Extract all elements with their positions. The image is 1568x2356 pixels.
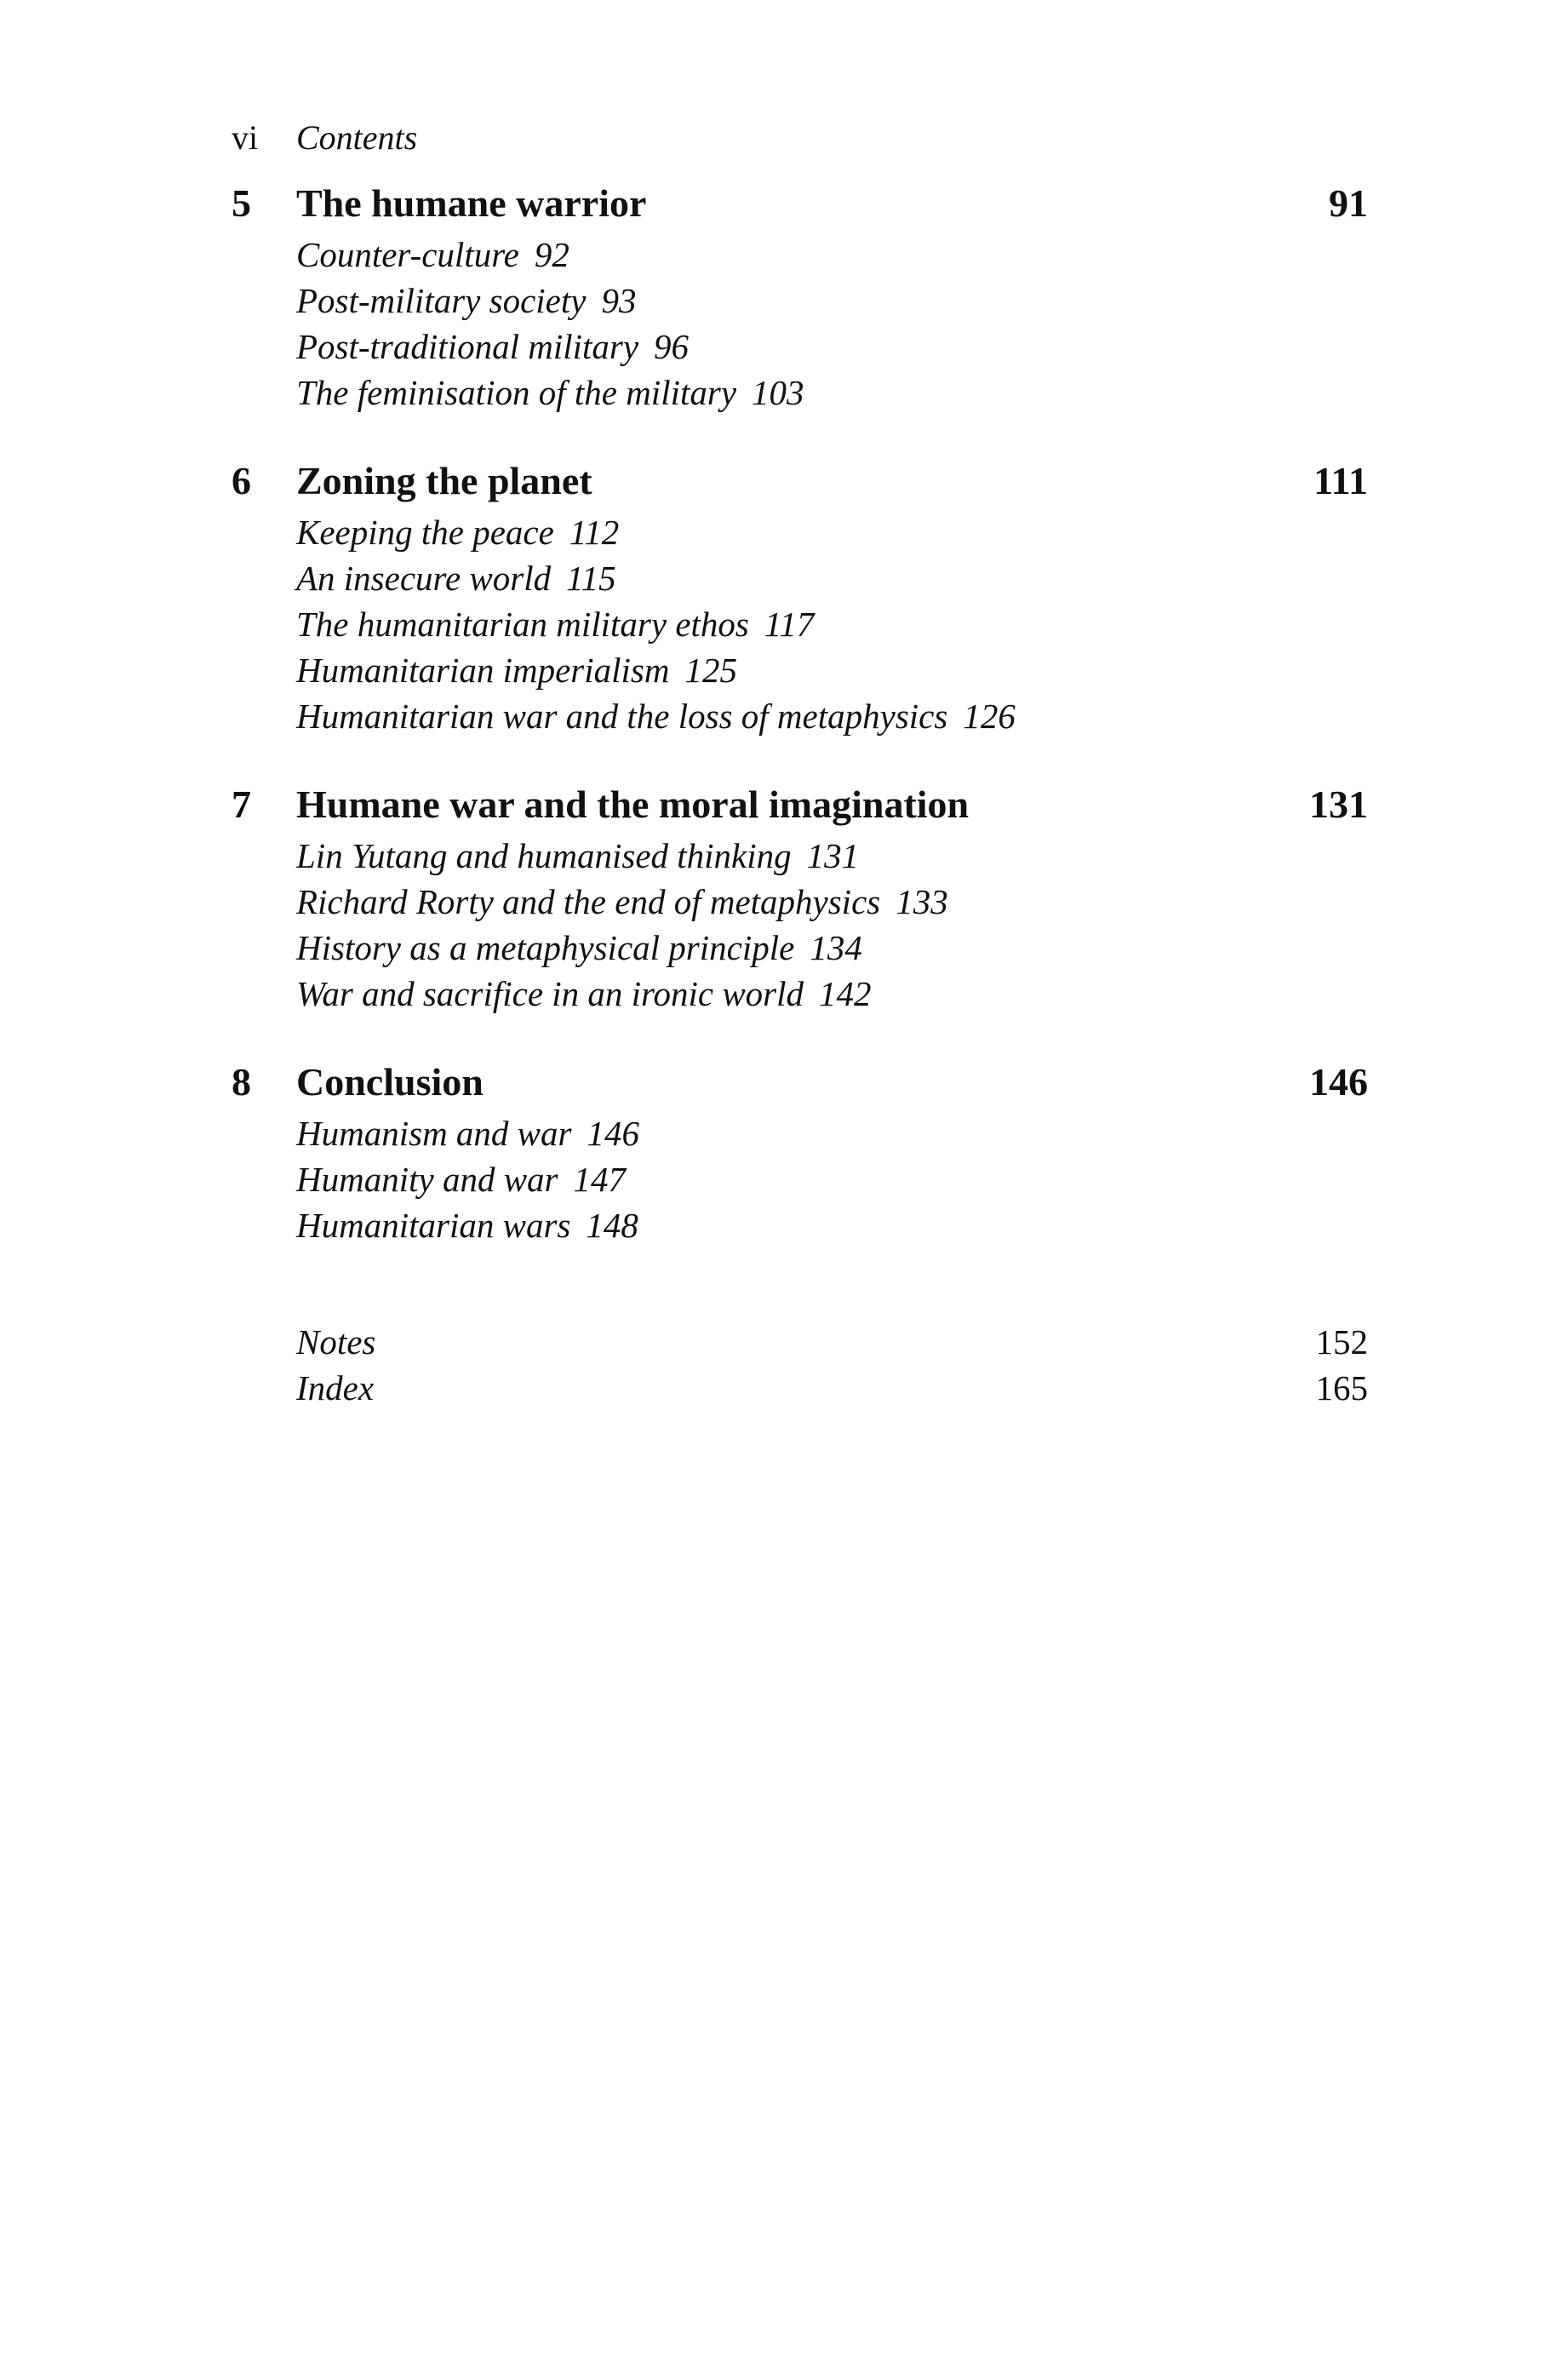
section-page-number: 142 — [819, 974, 872, 1013]
section-page-number: 117 — [764, 605, 815, 644]
section-page-number: 125 — [684, 651, 737, 690]
section-entry — [296, 647, 1368, 693]
section-title: Richard Rorty and the end of metaphysics — [296, 882, 881, 921]
section-title: The feminisation of the military — [296, 373, 737, 412]
chapter-7 — [232, 782, 1368, 1017]
chapter-page-number: 91 — [1329, 181, 1368, 225]
section-page-number: 115 — [566, 559, 616, 598]
running-head — [232, 118, 417, 165]
section-page-number: 96 — [654, 327, 690, 366]
section-entry — [296, 370, 1368, 416]
section-title: War and sacrifice in an ironic world — [296, 974, 804, 1013]
section-entry — [296, 693, 1368, 739]
back-matter-label: Notes — [296, 1322, 376, 1361]
section-list — [232, 1110, 1368, 1248]
section-entry — [296, 925, 1368, 971]
section-entry — [296, 555, 1368, 601]
chapter-title: Humane war and the moral imagination — [296, 782, 970, 826]
section-entry — [296, 1202, 1368, 1248]
chapter-8 — [232, 1059, 1368, 1248]
back-matter-entry-notes — [296, 1321, 1368, 1367]
section-list — [232, 833, 1368, 1017]
section-list — [232, 509, 1368, 739]
chapter-number: 6 — [232, 459, 251, 502]
section-title: History as a metaphysical principle — [296, 928, 795, 967]
back-matter-page-number: 165 — [1315, 1368, 1368, 1407]
section-page-number: 147 — [573, 1160, 626, 1199]
section-entry — [296, 278, 1368, 324]
section-page-number: 134 — [810, 928, 862, 967]
section-list — [232, 232, 1368, 416]
section-entry — [296, 509, 1368, 555]
section-entry — [296, 1156, 1368, 1202]
section-title: Counter-culture — [296, 235, 519, 274]
chapter-heading — [232, 782, 1368, 833]
section-title: Keeping the peace — [296, 513, 554, 552]
chapter-number: 8 — [232, 1060, 251, 1103]
back-matter-page-number: 152 — [1315, 1322, 1368, 1361]
chapter-page-number: 131 — [1309, 782, 1368, 826]
chapter-number: 7 — [232, 782, 251, 826]
section-entry — [296, 833, 1368, 879]
table-of-contents — [232, 181, 1368, 1413]
chapter-title: Conclusion — [296, 1060, 484, 1103]
section-page-number: 103 — [752, 373, 804, 412]
section-page-number: 148 — [586, 1206, 638, 1245]
section-page-number: 93 — [601, 281, 637, 320]
section-entry — [296, 971, 1368, 1017]
section-entry — [296, 1110, 1368, 1156]
section-title: Humanitarian wars — [296, 1206, 571, 1245]
running-title: Contents — [296, 118, 418, 157]
chapter-heading — [232, 458, 1368, 509]
chapter-heading — [232, 181, 1368, 232]
section-title: Humanitarian imperialism — [296, 651, 670, 690]
section-title: Humanism and war — [296, 1114, 572, 1153]
section-title: The humanitarian military ethos — [296, 605, 749, 644]
section-title: Humanity and war — [296, 1160, 558, 1199]
section-entry — [296, 324, 1368, 370]
back-matter-entry-index — [296, 1367, 1368, 1413]
section-page-number: 112 — [569, 513, 620, 552]
section-page-number: 126 — [963, 696, 1016, 736]
section-entry — [296, 601, 1368, 647]
chapter-6 — [232, 458, 1368, 739]
section-entry — [296, 232, 1368, 278]
section-title: Humanitarian war and the loss of metaphysics — [296, 696, 948, 736]
section-page-number: 92 — [534, 235, 569, 274]
section-page-number: 133 — [896, 882, 948, 921]
section-title: Post-traditional military — [296, 327, 639, 366]
chapter-heading — [232, 1059, 1368, 1110]
section-page-number: 131 — [806, 836, 860, 875]
section-entry — [296, 879, 1368, 925]
chapter-5 — [232, 181, 1368, 416]
back-matter-label: Index — [296, 1368, 375, 1407]
section-title: Lin Yutang and humanised thinking — [296, 836, 792, 875]
chapter-title: The humane warrior — [296, 181, 647, 225]
section-title: Post-military society — [296, 281, 587, 320]
chapter-number: 5 — [232, 181, 251, 225]
chapter-page-number: 111 — [1313, 459, 1368, 502]
back-matter — [232, 1321, 1368, 1413]
chapter-page-number: 146 — [1309, 1060, 1368, 1103]
page-folio: vi — [232, 118, 259, 157]
section-page-number: 146 — [587, 1114, 639, 1153]
chapter-title: Zoning the planet — [296, 459, 592, 502]
section-title: An insecure world — [296, 559, 552, 598]
